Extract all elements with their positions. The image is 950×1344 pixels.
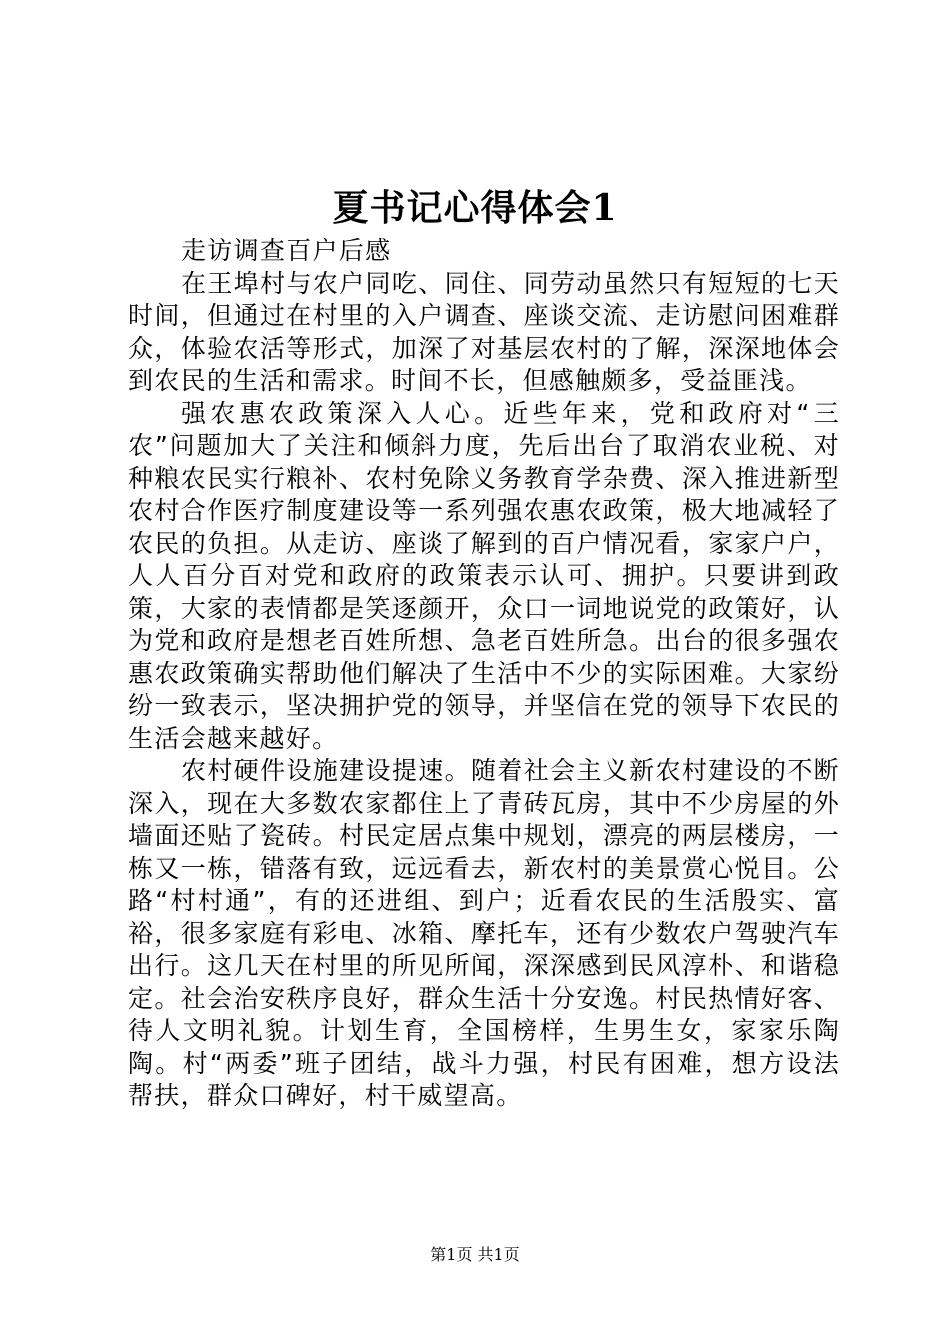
body-paragraph-3: 农村硬件设施建设提速。随着社会主义新农村建设的不断深入，现在大多数农家都住上了青砖瓦房，其中不少房屋的外墙面还贴了瓷砖。村民定居点集中规划，漂亮的两层楼房，一栋又一栋，错落有致，远远看去，新农村的美景赏心悦目。公路“村村通”，有的还进组、到户；近看农民的生活殷实、富裕，很多家庭有彩电、冰箱、摩托车，还有少数农户驾驶汽车出行。这几天在村里的所见所闻，深深感到民风淳朴、和谐稳定。社会治安秩序良好，群众生活十分安逸。村民热情好客、待人文明礼貌。计划生育，全国榜样，生男生女，家家乐陶陶。村“两委”班子团结，战斗力强，村民有困难，想方设法帮扶，群众口碑好，村干威望高。 bbox=[128, 756, 840, 1110]
subtitle-paragraph: 走访调查百户后感 bbox=[181, 236, 392, 265]
document-body bbox=[128, 235, 840, 1113]
document-title: 夏书记心得体会1 bbox=[332, 187, 618, 229]
body-paragraph-2: 强农惠农政策深入人心。近些年来，党和政府对“三农”问题加大了关注和倾斜力度，先后出台了取消农业税、对种粮农民实行粮补、农村免除义务教育学杂费、深入推进新型农村合作医疗制度建设等一系列强农惠农政策，极大地减轻了农民的负担。从走访、座谈了解到的百户情况看，家家户户，人人百分百对党和政府的政策表示认可、拥护。只要讲到政策，大家的表情都是笑逐颜开，众口一词地说党的政策好，认为党和政府是想老百姓所想、急老百姓所急。出台的很多强农惠农政策确实帮助他们解决了生活中不少的实际困难。大家纷纷一致表示，坚决拥护党的领导，并坚信在党的领导下农民的生活会越来越好。 bbox=[128, 398, 840, 753]
body-paragraph-1: 在王埠村与农户同吃、同住、同劳动虽然只有短短的七天时间，但通过在村里的入户调查、座谈交流、走访慰问困难群众，体验农活等形式，加深了对基层农村的了解，深深地体会到农民的生活和需求。时间不长，但感触颇多，受益匪浅。 bbox=[128, 268, 840, 395]
page-footer: 第1页 共1页 bbox=[430, 1245, 520, 1264]
